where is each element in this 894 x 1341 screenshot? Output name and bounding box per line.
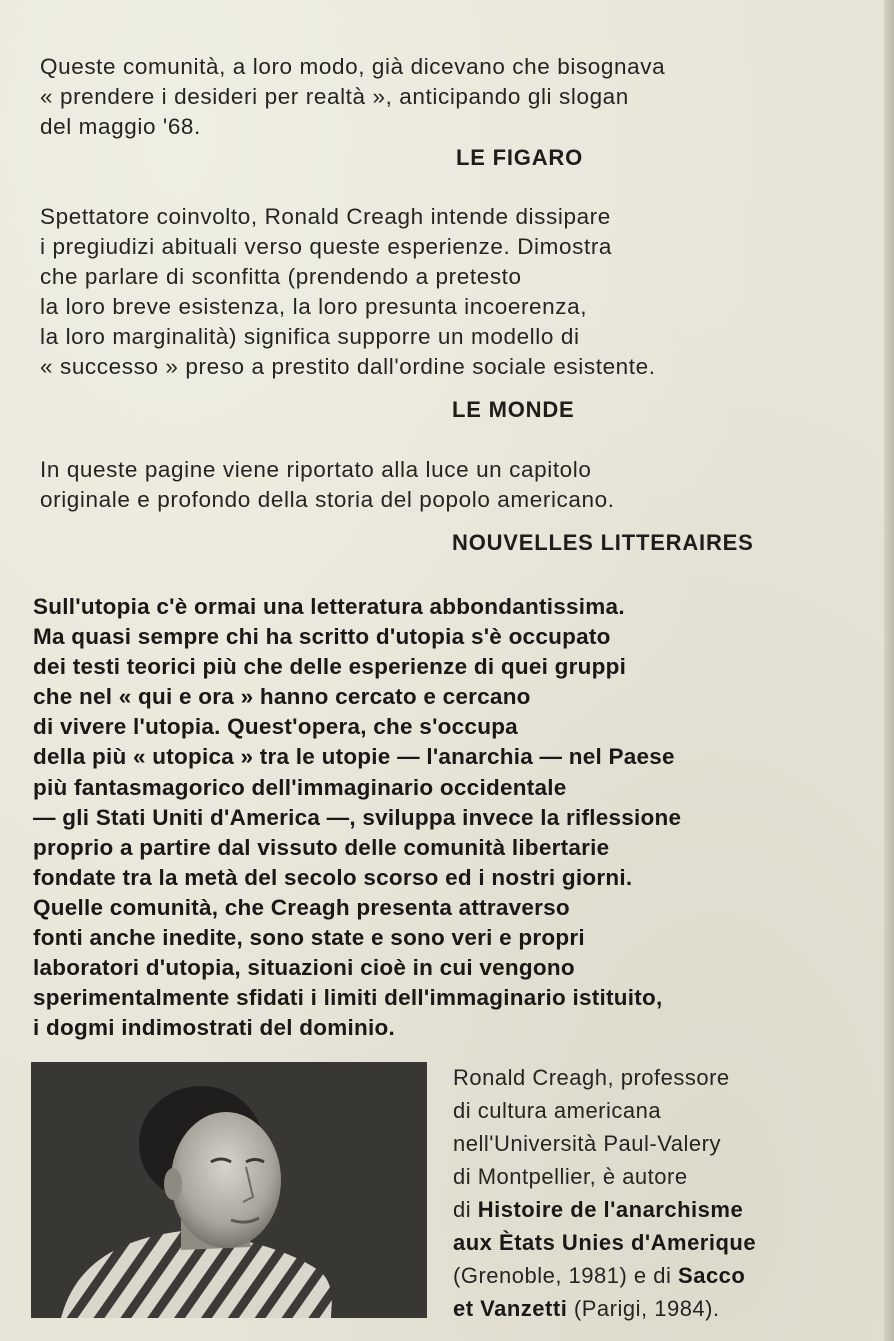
bio-line: di Montpellier, è autore (453, 1164, 688, 1189)
review-source-le-monde: LE MONDE (452, 397, 575, 422)
review-source-le-figaro: LE FIGARO (456, 145, 583, 170)
bio-text: (Parigi, 1984). (567, 1296, 720, 1321)
review-line: del maggio '68. (40, 114, 201, 139)
bio-text: di (453, 1197, 478, 1222)
summary-line: Quelle comunità, che Creagh presenta attraverso (33, 894, 570, 920)
summary-line: fonti anche inedite, sono state e sono veri e propri (33, 925, 585, 951)
bio-line: di cultura americana (453, 1098, 662, 1123)
author-photo (31, 1062, 427, 1318)
review-line: i pregiudizi abituali verso queste esperienze. Dimostra (40, 234, 613, 259)
review-line: Spettatore coinvolto, Ronald Creagh intende dissipare (40, 204, 611, 229)
bio-line (453, 1259, 833, 1292)
review-line: « successo » preso a prestito dall'ordine sociale esistente. (40, 354, 656, 379)
review-line: la loro breve esistenza, la loro presunta incoerenza, (40, 294, 588, 319)
review-line: la loro marginalità) significa supporre un modello di (40, 324, 580, 349)
summary-line: i dogmi indimostrati del dominio. (33, 1015, 395, 1041)
summary-line: dei testi teorici più che delle esperienze di quei gruppi (33, 654, 627, 680)
summary-line: fondate tra la metà del secolo scorso ed i nostri giorni. (33, 864, 633, 890)
review-le-figaro (40, 52, 840, 142)
summary-line: Ma quasi sempre chi ha scritto d'utopia s'è occupato (33, 624, 611, 650)
page-edge (884, 0, 894, 1341)
summary-line: che nel « qui e ora » hanno cercato e cercano (33, 684, 531, 710)
book-title: aux Ètats Unies d'Amerique (453, 1230, 757, 1255)
summary-line: più fantasmagorico dell'immaginario occidentale (33, 774, 567, 800)
bio-text: (Grenoble, 1981) e di (453, 1263, 679, 1288)
book-title: et Vanzetti (453, 1296, 568, 1321)
book-title: Sacco (678, 1263, 746, 1288)
summary-line: di vivere l'utopia. Quest'opera, che s'occupa (33, 714, 518, 740)
summary-line: della più « utopica » tra le utopie — l'anarchia — nel Paese (33, 744, 675, 770)
review-line: In queste pagine viene riportato alla luce un capitolo (40, 457, 592, 482)
summary-line: proprio a partire dal vissuto delle comunità libertarie (33, 834, 610, 860)
review-line: che parlare di sconfitta (prendendo a pretesto (40, 264, 522, 289)
author-portrait-icon (31, 1062, 427, 1318)
review-nouvelles-litteraires (40, 455, 840, 515)
bio-line (453, 1292, 833, 1325)
book-summary (33, 592, 823, 1043)
review-line: « prendere i desideri per realtà », anticipando gli slogan (40, 84, 629, 109)
summary-line: — gli Stati Uniti d'America —, sviluppa invece la riflessione (33, 804, 682, 830)
bio-line: nell'Università Paul-Valery (453, 1131, 721, 1156)
author-bio (453, 1061, 833, 1325)
summary-line: sperimentalmente sfidati i limiti dell'immaginario istituito, (33, 985, 663, 1011)
review-line: originale e profondo della storia del popolo americano. (40, 487, 615, 512)
review-line: Queste comunità, a loro modo, già dicevano che bisognava (40, 54, 666, 79)
summary-line: laboratori d'utopia, situazioni cioè in cui vengono (33, 955, 575, 981)
review-le-monde (40, 202, 840, 382)
bio-line (453, 1193, 833, 1226)
book-title: Histoire de l'anarchisme (477, 1197, 744, 1222)
summary-line: Sull'utopia c'è ormai una letteratura abbondantissima. (33, 594, 625, 619)
review-source-nouvelles-litteraires: NOUVELLES LITTERAIRES (452, 530, 754, 555)
bio-line: Ronald Creagh, professore (453, 1065, 730, 1090)
bio-line (453, 1226, 833, 1259)
